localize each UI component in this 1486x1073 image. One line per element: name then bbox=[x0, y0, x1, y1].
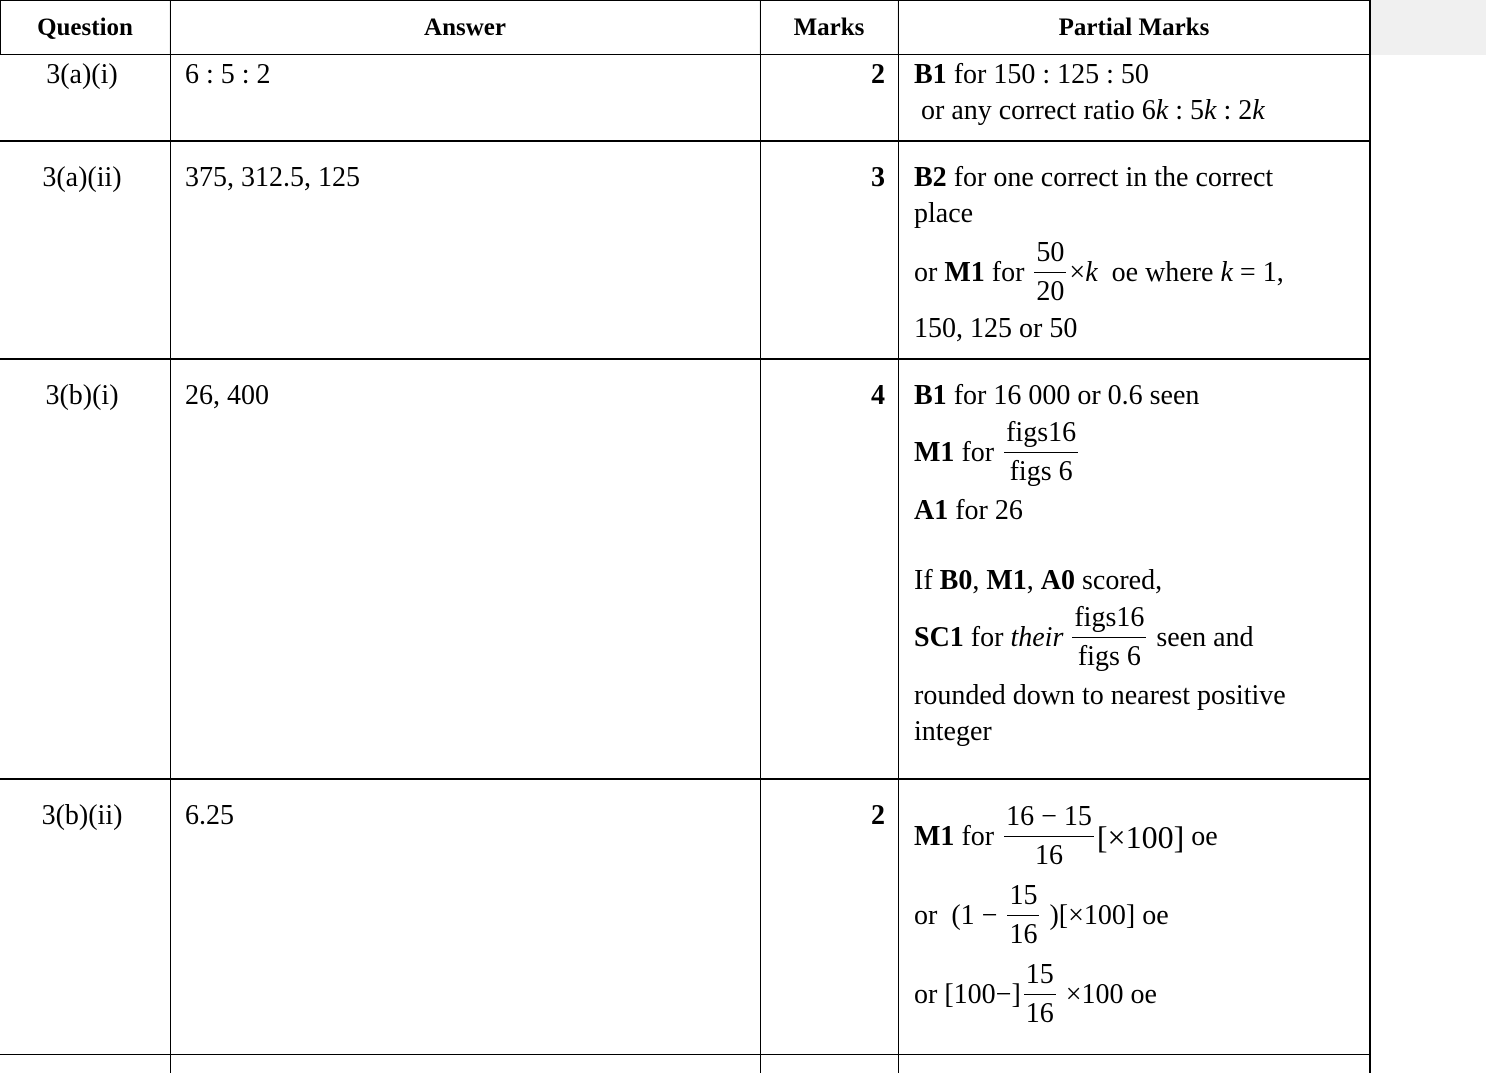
question-cell: 3(a)(ii) bbox=[42, 162, 122, 193]
header-partial-marks: Partial Marks bbox=[899, 0, 1369, 55]
row-divider bbox=[0, 1054, 1370, 1055]
answer-cell: 6 : 5 : 2 bbox=[185, 59, 271, 90]
marks-cell: 3 bbox=[871, 162, 885, 193]
fraction: $\frac{15}{16}$ bbox=[1024, 956, 1056, 1033]
header-marks: Marks bbox=[761, 0, 897, 55]
header-question: Question bbox=[1, 0, 169, 55]
grid-line bbox=[0, 0, 1370, 1]
question-cell: 3(b)(i) bbox=[45, 380, 119, 411]
fraction: $\frac{\text{figs16}}{\text{figs 6}}$ bbox=[1072, 599, 1146, 676]
fraction: $\frac{16 - 15}{16}$ bbox=[1004, 798, 1094, 875]
grid-line bbox=[898, 0, 899, 1073]
partial-marks-cell: M1 for $\frac{16 - 15}{16}$ [×100] oe or (1 − $\frac{15}{16}$ )[×100] oe or [100−] $\frac{15}{16}$ ×100 oe bbox=[914, 798, 1364, 1033]
grid-line bbox=[1369, 0, 1371, 1073]
partial-marks-cell: B1 for 150 : 125 : 50 or any correct ratio 6 k : 5 k : 2 k bbox=[914, 59, 1265, 126]
grid-line bbox=[0, 0, 1, 55]
fraction: $\frac{50}{20}$ bbox=[1034, 234, 1066, 311]
grid-line bbox=[0, 54, 1370, 55]
grid-line bbox=[760, 0, 761, 1073]
marks-cell: 2 bbox=[871, 800, 885, 831]
partial-marks-cell: B2 for one correct in the correct place or M1 for $\frac{50}{20}$ × k oe where k = 1, 150, 125 or 50 bbox=[914, 162, 1284, 344]
fraction: $\frac{15}{16}$ bbox=[1007, 877, 1039, 954]
header-answer: Answer bbox=[171, 0, 759, 55]
marks-cell: 2 bbox=[871, 59, 885, 90]
row-divider bbox=[0, 358, 1370, 360]
marks-cell: 4 bbox=[871, 380, 885, 411]
answer-cell: 6.25 bbox=[185, 800, 234, 831]
row-divider bbox=[0, 140, 1370, 142]
question-cell: 3(a)(i) bbox=[46, 59, 118, 90]
partial-marks-cell: B1 for 16 000 or 0.6 seen M1 for $\frac{\text{figs16}}{\text{figs 6}}$ A1 for 26 If B0 , M1 , A0 scored, SC1 for their $\frac{\text{figs16}}{\text{figs 6}}$ seen and rounded down to nearest positive integer bbox=[914, 380, 1286, 747]
answer-cell: 26, 400 bbox=[185, 380, 269, 411]
row-divider bbox=[0, 778, 1370, 780]
question-cell: 3(b)(ii) bbox=[41, 800, 123, 831]
fraction: $\frac{\text{figs16}}{\text{figs 6}}$ bbox=[1004, 414, 1078, 491]
grid-line bbox=[170, 0, 171, 1073]
answer-cell: 375, 312.5, 125 bbox=[185, 162, 360, 193]
